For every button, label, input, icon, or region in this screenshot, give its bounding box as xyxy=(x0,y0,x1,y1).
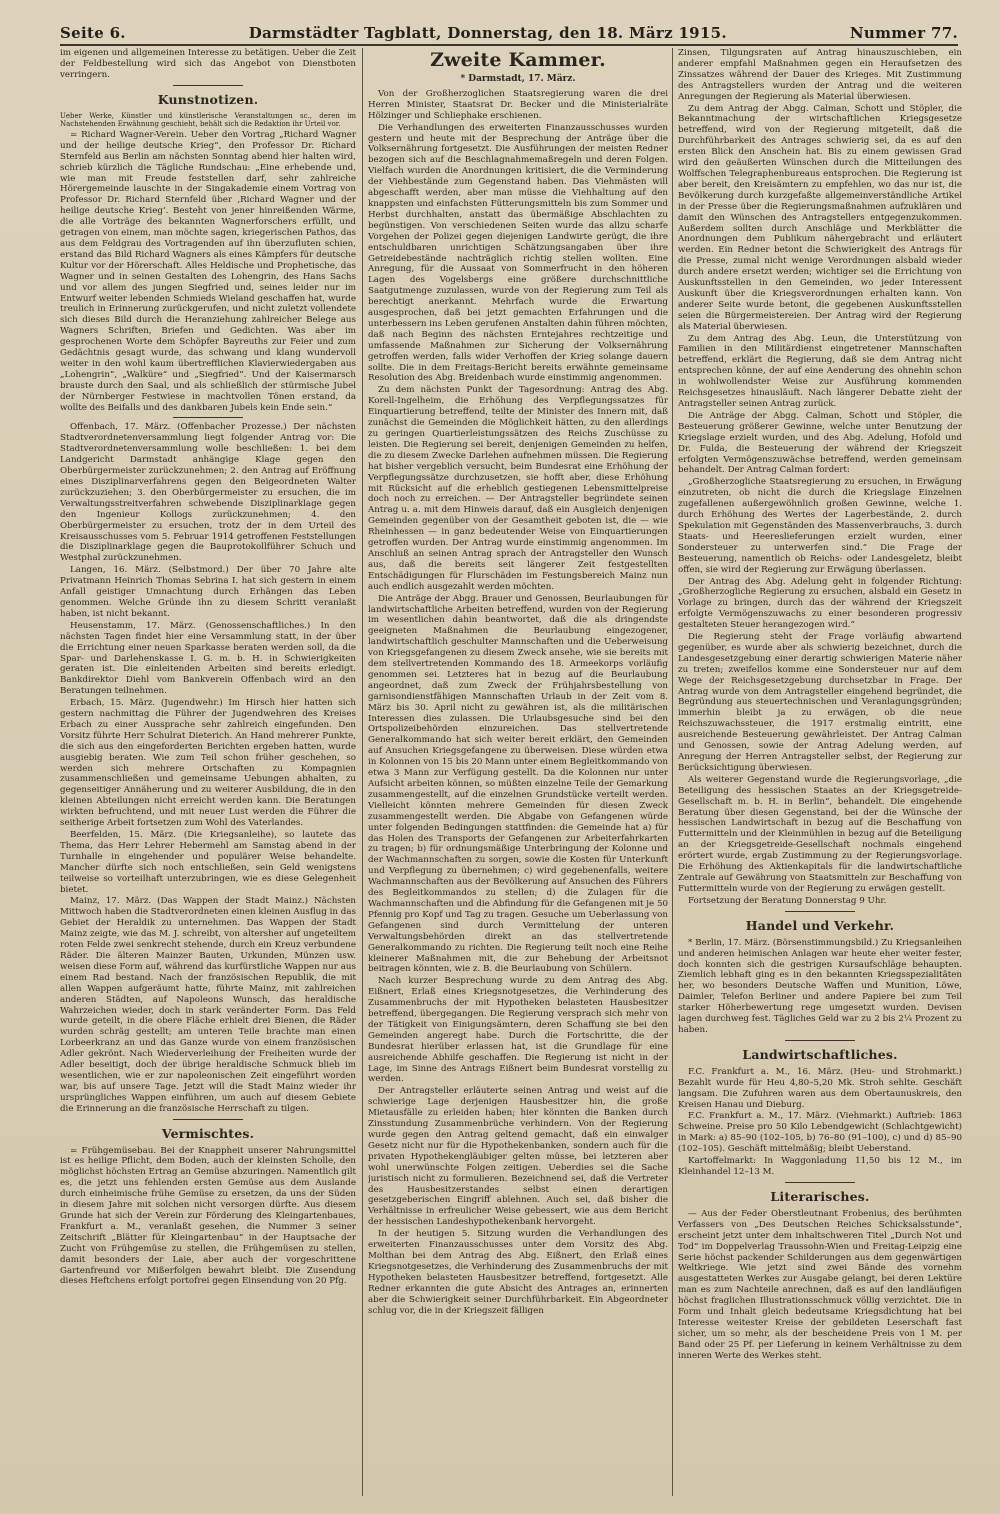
article-boersenstimmung: * Berlin, 17. März. (Börsenstimmungsbild.) Zu Kriegsanleihen und anderen heimischen Anlagen war heute eher weiter fester, doch konnten sich die gestrigen Kursaufschläge behaupten. Ziemlich lebhaft ging es in den bekannten Kriegsspezialitäten her, wo besonders Deutsche Waffen und Munition, Löwe, Daimler, Telefon Berliner und andere Papiere bei zum Teil starker Höherbewertung rege umgesetzt wurden. Devisen lagen durchweg fest. Tägliches Geld war zu 2 bis 2¼ Prozent zu haben. xyxy=(678,937,962,1035)
article-dateline: * Darmstadt, 17. März. xyxy=(460,74,576,84)
section-divider xyxy=(785,1182,855,1183)
section-heading-kunstnotizen: Kunstnotizen. xyxy=(157,91,259,107)
article-paragraph: Die Anträge der Abgg. Brauer und Genossen, Beurlaubungen für landwirtschaftliche Arbeiten betreffend, wurden von der Regierung im wesentlichen dahin beantwortet, daß die als dringendste geeigneten Maßnahmen die Beurlaubung eingezogener, landwirtschaftlich geschulter Mannschaften und die Ueberweisung von Kriegsgefangenen zu diesem Zweck ansehe, wie sie bereits mit dem stellvertretenden Kommando des 18. Armeekorps vorläufig genommen sei. Letzteres hat in bezug auf die Beurlaubung angeordnet, daß zum Zweck der Frühjahrsbestellung von garnisondienstfähigen Mannschaften Urlaub in der Zeit vom 8. März bis 30. April nicht zu gewähren ist, als die militärischen Interessen dies zulassen. Die Urlaubsgesuche sind bei den Ortspolizeibehörden einzureichen. Das stellvertretende Generalkommando hat sich weiter bereit erklärt, den Gemeinden auf Ansuchen Kriegsgefangene zu überweisen. Diese würden etwa in Kolonnen von 15 bis 20 Mann unter einem Begleitkommando von etwa 3 Mann zur Verfügung gestellt. Da die Kolonnen nur unter Aufsicht arbeiten können, so müßten einzelne Teile der Gemarkung zusammengestellt, auf die einzelnen Grundstücke verteilt werden. Vielleicht könnten mehrere Gemeinden für diesen Zweck zusammengestellt werden. Die Abgabe von Gefangenen würde unter folgenden Bedingungen stattfinden: die Gemeinde hat a) für das Holen des Transports der Gefangenen zur Arbeiterfahrkarten zu tragen; b) für ordnungsmäßige Unterbringung der Kolonne und der Wachmannschaften zu sorgen, sowie die Kosten für Unterkunft und Verpflegung zu übernehmen; c) wird gegebenenfalls, weitere Wachmannschaften aus der Bevölkerung auf Ansuchen des Führers des Begleitkommandos zu stellen; d) die Zulagen für die Wachmannschaften und die Abfindung für die Gefangenen mit je 50 Pfennig pro Kopf und Tag zu tragen. Gesuche um Ueberlassung von Gefangenen sind durch Vermittelung der unteren Verwaltungsbehörden direkt an das stellvertretende Generalkommando zu richten. Die Regierung teilt noch eine Reihe kleinerer Maßnahmen mit, die zur Behebung der Arbeitsnot beitragen könnten, wie z. B. die Beurlaubung von Schülern. xyxy=(368,593,668,975)
article-paragraph: Die Anträge der Abgg. Calman, Schott und Stöpler, die Besteuerung größerer Gewinne, welche unter Benutzung der Kriegslage erzielt wurden, und des Abg. Adelung, Hofold und Dr. Fulda, die Besteuerung der während der Kriegszeit erfolgten Vermögenszuwächse betreffend, werden gemeinsam behandelt. Der Antrag Calman fordert: xyxy=(678,410,962,476)
article-paragraph: Als weiterer Gegenstand wurde die Regierungsvorlage, „die Beteiligung des hessischen Staates an der Kriegsgetreide-Gesellschaft m. b. H. in Berlin“, behandelt. Die eingehende Beratung über diesen Gegenstand, bei der die Wünsche der hessischen Landwirtschaft in bezug auf die Beschaffung von Futtermitteln und der Kleinmühlen in bezug auf die Beteiligung an der Kriegsgetreide-Gesellschaft nochmals eingehend erörtert wurde, ergab Zustimmung zu der Regierungsvorlage. Die Erhöhung des Aktienkapitals für die landwirtschaftliche Zentrale auf Gewährung von Staatsmitteln zur Beschaffung von Futtermitteln wurde von der Regierung zu erwägen gestellt. xyxy=(678,774,962,894)
column-middle xyxy=(368,48,668,1496)
article-paragraph: Zu dem Antrag der Abgg. Calman, Schott und Stöpler, die Bekanntmachung der wirtschaftlichen Kriegsgesetze betreffend, wird von der Regierung mitgeteilt, daß die Durchführbarkeit des Antrages schwierig sei, da es auf den ersten Blick den Anschein hat. Bis zu einem gewissen Grad wird den geäußerten Wünschen durch die Mitteilungen des Wolffschen Telegraphenbureaus entsprochen. Die Regierung ist aber bereit, den Kreisämtern zu empfehlen, wo das nur ist, die Bevölkerung durch kurzgefaßte allgemeinverständliche Artikel in der Presse über die Regierungsmaßnahmen aufzuklären und damit den Wünschen des Antragstellers entgegenzukommen. Außerdem sollten durch Anschläge und Merkblätter die Anordnungen dem Publikum nähergebracht und erläutert werden. Ein Redner betont die Schwierigkeit des Antrags für die Presse, zumal nicht wenige Verordnungen alsbald wieder durch andere ersetzt werden; wichtiger sei die Errichtung von Auskunftsstellen in den Gemeinden, wo jeder Interessent Auskunft über die Kriegsverordnungen erhalten kann. Von anderer Seite wurde betont, die gegebenen Auskunftsstellen seien die Bürgermeistereien. Der Antrag wird der Regierung als Material überwiesen. xyxy=(678,103,962,332)
article-wagner-verein: = Richard Wagner-Verein. Ueber den Vortrag „Richard Wagner und der heilige deutsche Krieg“, den Professor Dr. Richard Sternfeld aus Berlin am nächsten Sonntag abend hier halten wird, schrieb kürzlich die Tägliche Rundschau: „Eine erhebende und, wie man mit Freude feststellen darf, sehr zahlreiche Hörergemeinde lauschte in der Singakademie einem Vortrag von Professor Dr. Richard Sternfeld über ‚Richard Wagner und der heilige deutsche Krieg‘. Besteht von jener hinreißenden Wärme, die alle Vorträge des bekannten Wagnerforschers erfüllt, und getragen von einem, man möchte sagen, kriegerischen Pathos, das aus dem Feldgrau des Vortragenden auf ihn überzufluten schien, erstand das Bild Richard Wagners als eines Kämpfers für deutsche Kultur vor der Hörerschaft. Alles Heldische und Prophetische, das Wagner und in seinen Gestalten des Lohengrin, des Hans Sachs und vor allem des jungen Siegfried und, seines leider nur im Entwurf weiter lebenden Schmieds Wieland geschaffen hat, wurde treulich in Erinnerung zurückgerufen, und nicht zuletzt vollendete sich dieses Bild durch die Heranziehung zahlreicher Belege aus Wagners Schriften, Briefen und Gedichten. Was aber im gesprochenen Worte dem Schöpfer Bayreuths zur Feier und zum Gedächtnis gesagt wurde, das schwang und klang wundervoll weiter in den wohl kaum übertrefflichen Klavierwiedergaben aus „Lohengrin“, „Walküre“ und „Siegfried“. Und der Kaisermarsch brauste durch den Saal, und als schließlich der stürmische Jubel der Nürnberger Festwiese in machtvollen Tönen erstand, da wollte des Beifalls und des dankbaren Jubels kein Ende sein.“ xyxy=(60,129,356,413)
section-heading-literarisches: Literarisches. xyxy=(770,1188,870,1204)
section-divider xyxy=(173,85,243,86)
article-heumarkt: F.C. Frankfurt a. M., 16. März. (Heu- und Strohmarkt.) Bezahlt wurde für Heu 4,80–5,20 Mk. Stroh sehlte. Geschäft langsam. Die Zufuhren waren aus dem Obertaunuskreis, den Kreisen Hanau und Dieburg. xyxy=(678,1066,962,1110)
article-paragraph: Die Verhandlungen des erweiterten Finanzausschusses wurden gestern und heute mit der Besprechung der Anträge über die Volksernährung fortgesetzt. Die Ausführungen der meisten Redner bezogen sich auf die Beschlagnahmemaßregeln und deren Folgen. Vielfach wurden die Anordnungen kritisiert, die die Verminderung der Viehbestände zum Gegenstand haben. Das Viehmästen will abgeschafft werden, aber man müsse die Viehhaltung auf den knappsten und einfachsten Fütterungsmitteln bis zum Sommer und Herbst durchhalten, anstatt das übermäßige Abschlachten zu begünstigen. Von verschiedenen Seiten wurde das allzu scharfe Vorgehen der Polizei gegen diejenigen Landwirte gerügt, die ihre entschuldbaren unrichtigen Schätzungsangaben über ihre Getreidebestände nachträglich richtig stellen wollten. Eine Anregung, für die Aussaat von Sommerfrucht in den höheren Lagen des Vogelsbergs eine größere durchschnittliche Saatgutmenge zuzulassen, wurde von der Regierung zum Teil als berechtigt anerkannt. Mehrfach wurde die Erwartung ausgesprochen, daß bei jetzt gemachten Erfahrungen und die unterbessern ins Leben gerufenen Anstalten dahin führen möchten, daß nach Beginn des nächsten Erntejahres rechtzeitige und umfassende Maßnahmen zur Sicherung der Volksernährung getroffen werden, falls wider Verhoffen der Krieg solange dauern sollte. Die in dem Freitags-Bericht bereits erwähnte gemeinsame Resolution des Abg. Breidenbach wurde einstimmig angenommen. xyxy=(368,122,668,384)
header-rule xyxy=(60,44,958,46)
article-beerfelden: Beerfelden, 15. März. (Die Kriegsanleihe), so lautete das Thema, das Herr Lehrer Hebermehl am Samstag abend in der Turnhalle in eingehender und populärer Weise behandelte. Mancher dürfte sich noch entschließen, sein Geld wenigstens teilweise so vorteilhaft unterzubringen, wie es diese Gelegenheit bietet. xyxy=(60,830,356,895)
section-divider xyxy=(173,417,243,418)
article-paragraph: Zu dem Antrag des Abg. Leun, die Unterstützung von Familien in den Militärdienst eingetretener Mannschaften betreffend, erklärt die Regierung, daß sie dem Antrag nicht entsprechen könne, der auf eine Aenderung des ohnehin schon in wohlwollendster Weise zur Ausführung kommenden Reichsgesetzes hinausläuft. Nach längerer Debatte zieht der Antragsteller seinen Antrag zurück. xyxy=(678,333,962,409)
section-divider xyxy=(173,1119,243,1120)
article-paragraph: Zu dem nächsten Punkt der Tagesordnung: Antrag des Abg. Korell-Ingelheim, die Erhöhung des Verpflegungssatzes für Einquartierung betreffend, teilte der Minister des Innern mit, daß zunächst die Gemeinden die Möglichkeit hätten, zu den allerdings zu geringen Quartierleistungssätzen des Reichs Zuschüsse zu leisten. Die Regierung sei bereit, denjenigen Gemeinden zu helfen, die zu diesem Zwecke Darlehen aufnehmen müssen. Die Regierung hat bisher vergeblich versucht, beim Bundesrat eine Erhöhung der Verpflegungssätze durchzusetzen, sie hofft aber, diese Erhöhung mit Rücksicht auf die erheblich gestiegenen Lebensmittelpreise doch noch zu erreichen. — Der Antragsteller begründete seinen Antrag u. a. mit dem Hinweis darauf, daß ein Ausgleich denjenigen Gemeinden gegenüber von der Gesamtheit geboten ist, die — wie Rheinhessen — in ganz bedeutender Weise von Einquartierungen getroffen wurden. Der Antrag wurde einstimmig angenommen. Im Anschluß an seinen Antrag sprach der Antragsteller den Wunsch aus, daß die bereits seit längerer Zeit festgestellten Entschädigungen für Flurschäden im Festungsbereich Mainz nun auch endlich ausgezahlt werden möchten. xyxy=(368,385,668,592)
article-frobenius: — Aus der Feder Oberstleutnant Frobenius, des berühmten Verfassers von „Des Deutschen Reiches Schicksalsstunde“, erscheint jetzt unter dem inhaltschweren Titel „Durch Not und Tod“ im Doppelverlag Traussohn-Wien und Freitag-Leipzig eine Serie höchst packender Schilderungen aus dem gegenwärtigen Weltkriege. Wie jetzt sind zwei Bände des vornehm ausgestatteten Werkes zur Ausgabe gelangt, bei deren Lektüre man es zum Nachteile anrechnen, daß es auf den landläufigen höchst fraglichen Illustrationsschmuck völlig verzichtet. Die in Form und Inhalt gleich bedeutsame Kriegsdichtung hat bei Interesse weitester Kreise der gebildeten Leserschaft fast sicher, um so mehr, als der bescheidene Preis von 1 M. per Band oder 25 Pf. per Lieferung in keinem Verhältnisse zu dem inneren Werte des Werkes steht. xyxy=(678,1208,962,1361)
article-fruehgemuesebau: = Frühgemüsebau. Bei der Knappheit unserer Nahrungsmittel ist es heilige Pflicht, dem Boden, auch der kleinsten Scholle, den möglichst höchsten Ertrag an Gemüse abzuringen. Namentlich gilt es, die jetzt uns fehlenden ersten Gemüse aus dem Auslande durch einheimische frühe Gemüse zu ersetzen, da uns der Süden in diesem Jahre mit solchen nicht versorgen dürfte. Aus diesem Grunde hat sich der Verein zur Förderung des Kleingartenbaues, Frankfurt a. M., veranlaßt gesehen, die Nummer 3 seiner Zeitschrift „Blätter für Kleingartenbau“ in der Hauptsache der Zucht von Frühgemüse zu stellen, die Frühgemüsen zu stellen, damit besonders der Laie, aber auch der vorgeschrittene Gartenfreund vor Mißerfolgen bewahrt bleibt. Die Zusendung dieses Heftchens erfolgt portofrei gegen Einsendung von 20 Pfg. xyxy=(60,1145,356,1287)
article-paragraph: Von der Großherzoglichen Staatsregierung waren die drei Herren Minister, Staatsrat Dr. Becker und die Ministerialräte Hölzinger und Schliephake erschienen. xyxy=(368,88,668,121)
section-heading-landwirtschaftliches: Landwirtschaftliches. xyxy=(742,1046,898,1062)
article-offenbach: Offenbach, 17. März. (Offenbacher Prozesse.) Der nächsten Stadtverordnetenversammlung liegt folgender Antrag vor: Die Stadtverordnetenversammlung wolle beschließen: 1. bei dem Landgericht Darmstadt anhängige Klage gegen den Oberbürgermeister zurückzunehmen; 2. den Antrag auf Eröffnung eines Disziplinarverfahrens gegen den Beigeordneten Walter zurückzuziehen; 3. den Oberbürgermeister zu ersuchen, die im Verwaltungsstreitverfahren schwebende Disziplinarklage gegen den Ingenieur Kollogs zurückzunehmen; 4. den Oberbürgermeister zu ersuchen, trotz der in dem Urteil des Kreisausschusses vom 5. Februar 1914 getroffenen Feststellungen die Disziplinarklage gegen die Bauprotokollführer Schuch und Westphal zurückzunehmen. xyxy=(60,422,356,564)
page-header xyxy=(60,22,958,44)
column-divider xyxy=(672,48,673,1496)
editorial-note: Ueber Werke, Künstler und künstlerische Veranstaltungen sc., deren im Nachstehenden Erwähnung geschieht, behält sich die Redaktion ihr Urteil vor. xyxy=(60,111,356,129)
issue-number: Nummer 77. xyxy=(849,24,958,42)
section-heading-vermischtes: Vermischtes. xyxy=(161,1125,255,1141)
article-kartoffelmarkt: Kartoffelmarkt: In Waggonladung 11,50 bis 12 M., im Kleinhandel 12–13 M. xyxy=(678,1156,962,1177)
section-divider xyxy=(785,1040,855,1041)
section-heading-handel: Handel und Verkehr. xyxy=(745,917,895,933)
article-paragraph: „Großherzogliche Staatsregierung zu ersuchen, in Erwägung einzutreten, ob nicht die durch die Kriegslage Einzelnen zugefallenen außergewöhnlich großen Gewinne, welche 1. durch Erhöhung des Wertes der Lagerbestände, 2. durch Spekulation mit Gegenständen des Massenverbrauchs, 3. durch Staats- und Heereslieferungen erzielt wurden, einer Sondersteuer zu unterwerfen sind.“ Die Frage der Besteuerung, namentlich ob Reichs- oder Landesgeletz, bleibt offen, sie wird der Regierung zur Erwägung überlassen. xyxy=(678,477,962,575)
article-erbach: Erbach, 15. März. (Jugendwehr.) Im Hirsch hier hatten sich gestern nachmittag die Führer der Jugendwehren des Kreises Erbach zu einer Aussprache sehr zahlreich eingefunden. Den Vorsitz führte Herr Schulrat Dieterich. An Hand mehrerer Punkte, die sich aus den eingeforderten Berichten ergeben hatten, wurde ausgiebig beraten. Wie zum Teil schon früher geschehen, so werden sich mehrere Ortschaften zu Kompagnien zusammenschließen und gemeinsame Uebungen abhalten, zu gegenseitiger Annäherung und zu weiterer Ausbildung, die in den kleinen Abteilungen nicht erreicht werden kann. Die Beratungen wirkten befruchtend, und mit neuer Lust werden die Führer die seitherige Arbeit fortsetzen zum Wohl des Vaterlandes. xyxy=(60,698,356,829)
article-heusenstamm: Heusenstamm, 17. März. (Genossenschaftliches.) In den nächsten Tagen findet hier eine Versammlung statt, in der über die Errichtung einer neuen Sparkasse beraten werden soll, da die Spar- und Darlehenskasse I. G. m. b. H. in Schwierigkeiten geraten ist. Die einleitenden Arbeiten sind bereits erledigt. Bankdirektor Diehl vom Bankverein Offenbach wird an den Beratungen teilnehmen. xyxy=(60,620,356,697)
article-paragraph: Nach kurzer Besprechung wurde zu dem Antrag des Abg. Eißnert, Erlaß eines Kriegsnotgesetzes, die Verhinderung des Zusammenbruchs der mit Hypotheken belasteten Hausbesitzer betreffend, übergegangen. Die Regierung versprach sich mehr von der Tätigkeit von Einigungsämtern, deren Schaffung sie bei den Gemeinden angeregt habe. Durch die Fortschritte, die der Bundesrat hierüber erlassen hat, ist die Grundlage für eine ausreichende Abhilfe geschaffen. Die Regierung ist nicht in der Lage, im Sinne des Antrags Eißnert beim Bundesrat vorstellig zu werden. xyxy=(368,976,668,1085)
article-paragraph: Die Regierung steht der Frage vorläufig abwartend gegenüber, es wurde aber als schwierig bezeichnet, durch die Landesgesetzgebung einer derartig schwierigen Materie näher zu treten; zweifellos komme eine Sondersteuer nur auf dem Wege der Reichsgesetzgebung durchsetzbar in Frage. Der Antrag wurde von dem Antragsteller eingehend begründet, die Begründung aus steuertechnischen und Veranlagungsgründen; immerhin bleibt ja zu erwägen, ob die neue Reichszuwachssteuer, die 1917 erstmalig eintritt, eine ausreichende Besteuerung gewährleistet. Der Antrag Calman und Genossen, sowie der Antrag Adelung werden, auf Anregung der Herren Antragsteller selbst, der Regierung zur Berücksichtigung überwiesen. xyxy=(678,632,962,773)
article-langen: Langen, 16. März. (Selbstmord.) Der über 70 Jahre alte Privatmann Heinrich Thomas Sebrina I. hat sich gestern in einem Anfall geistiger Umnachtung durch Erhängen das Leben genommen. Welche Gründe ihn zu diesem Schritt veranlaßt haben, ist nicht bekannt. xyxy=(60,565,356,619)
article-paragraph: In der heutigen 5. Sitzung wurden die Verhandlungen des erweiterten Finanzausschusses unter dem Vorsitz des Abg. Molthan bei dem Antrag des Abg. Eißnert, den Erlaß eines Kriegsnotgesetzes, die Verhinderung des Zusammenbruchs der mit Hypotheken belasteten Hausbesitzer betreffend, fortgesetzt. Alle Redner erkannten die gute Absicht des Antrages an, erinnerten aber die Schwierigkeit seiner Durchführbarkeit. Ein Abgeordneter schlug vor, die in der Kriegszeit fälligen xyxy=(368,1229,668,1316)
section-heading-zweite-kammer: Zweite Kammer. xyxy=(430,49,606,71)
article-continuation: im eigenen und allgemeinen Interesse zu betätigen. Ueber die Zeit der Feldbestellung wird sich das Angebot von Dienstboten verringern. xyxy=(60,48,356,80)
article-viehmarkt: F.C. Frankfurt a. M., 17. März. (Viehmarkt.) Auftrieb: 1863 Schweine. Preise pro 50 Kilo Lebendgewicht (Schlachtgewicht) in Mark: a) 85–90 (102–105, b) 76–80 (91–100), c) und d) 85–90 (102–105). Geschäft mittelmäßig; bleibt Ueberstand. xyxy=(678,1111,962,1155)
article-mainz: Mainz, 17. März. (Das Wappen der Stadt Mainz.) Nächsten Mittwoch haben die Stadtverordneten einen kleinen Ausflug in das Gebiet der Heraldik zu unternehmen. Das Wappen der Stadt Mainz zeigte, wie das M. J. schreibt, von altersher auf ungeteiltem roten Felde zwei senkrecht stehende, durch ein Kreuz verbundene Räder. Die älteren Mainzer Bauten, Urkunden, Münzen usw. weisen diese Form auf, während das kurfürstliche Wappen nur aus einem Rad bestand. Nach der französischen Republik, die mit allen Wappen aufgeräumt hatte, führte Mainz, mit zahlreichen anderen Städten, auf Napoleons Wunsch, das heraldische Wahrzeichen wieder, doch in stark veränderter Form. Das Feld wurde geteilt, in die obere Fläche erhielt drei Bienen, die Räder wurden schräg gestellt; am unteren Teile brachte man einen Lorbeerkranz an und das Ganze wurde von einem französischen Adler gekrönt. Nach Wiederverleihung der Freiheiten wurde der Adler beseitigt, doch der übrige heraldische Schmuck blieb im wesentlichen, wie er zur napoleonischen Zeit eingeführt worden war, bis auf unsere Tage. Jetzt will die Stadt Mainz wieder ihr ursprüngliches Wappen einführen, um auch auf diesem Gebiete die Erinnerung an die französische Herrschaft zu tilgen. xyxy=(60,896,356,1114)
article-paragraph: Der Antragsteller erläuterte seinen Antrag und weist auf die schwierige Lage derjenigen Hausbesitzer hin, die große Mietausfälle zu erleiden haben; hier könnten die Banken durch Zinsstundung Zusammenbrüche verhindern. Von der Regierung wurde gegen den Antrag geltend gemacht, daß ein einwalger Gesetz nicht nur für die Hypothekenbanken, sondern auch für die privaten Hypothekengläubiger gelten müsse, bei letzteren aber wohl unerwünschte Folgen zeitigen. Ueberdies sei die Sache juristisch nicht zu formulieren. Bezeichnend sei, daß die Vertreter des Hausbesitzerstandes selbst einen derartigen gesetzgeberischen Eingriff ablehnen. Auch sei, daß bisher die Verhältnisse in erfreulicher Weise gebessert, wie aus dem Bericht der hessischen Landeshypothekenbank hervorgeht. xyxy=(368,1086,668,1228)
column-right xyxy=(678,48,962,1496)
article-paragraph: Zinsen, Tilgungsraten auf Antrag hinauszuschieben, ein anderer empfahl Maßnahmen gegen ein Heraufsetzen des Zinssatzes während der Dauer des Krieges. Mit Zustimmung des Antragstellers wurden der Antrag und die weiteren Anregungen der Regierung als Material überwiesen. xyxy=(678,48,962,102)
article-paragraph: Fortsetzung der Beratung Donnerstag 9 Uhr. xyxy=(688,895,887,906)
section-divider xyxy=(785,911,855,912)
column-divider xyxy=(362,48,363,1496)
column-left xyxy=(60,48,356,1496)
page-number: Seite 6. xyxy=(60,24,126,42)
article-paragraph: Der Antrag des Abg. Adelung geht in folgender Richtung: „Großherzogliche Regierung zu ersuchen, alsbald ein Gesetz in Vorlage zu bringen, durch das der während der Kriegszeit erfolgte Vermögenszuwachs zu einer besonderen progressiv gestalteten Steuer herangezogen wird.“ xyxy=(678,576,962,631)
newspaper-dateline: Darmstädter Tagblatt, Donnerstag, den 18. März 1915. xyxy=(248,24,727,42)
